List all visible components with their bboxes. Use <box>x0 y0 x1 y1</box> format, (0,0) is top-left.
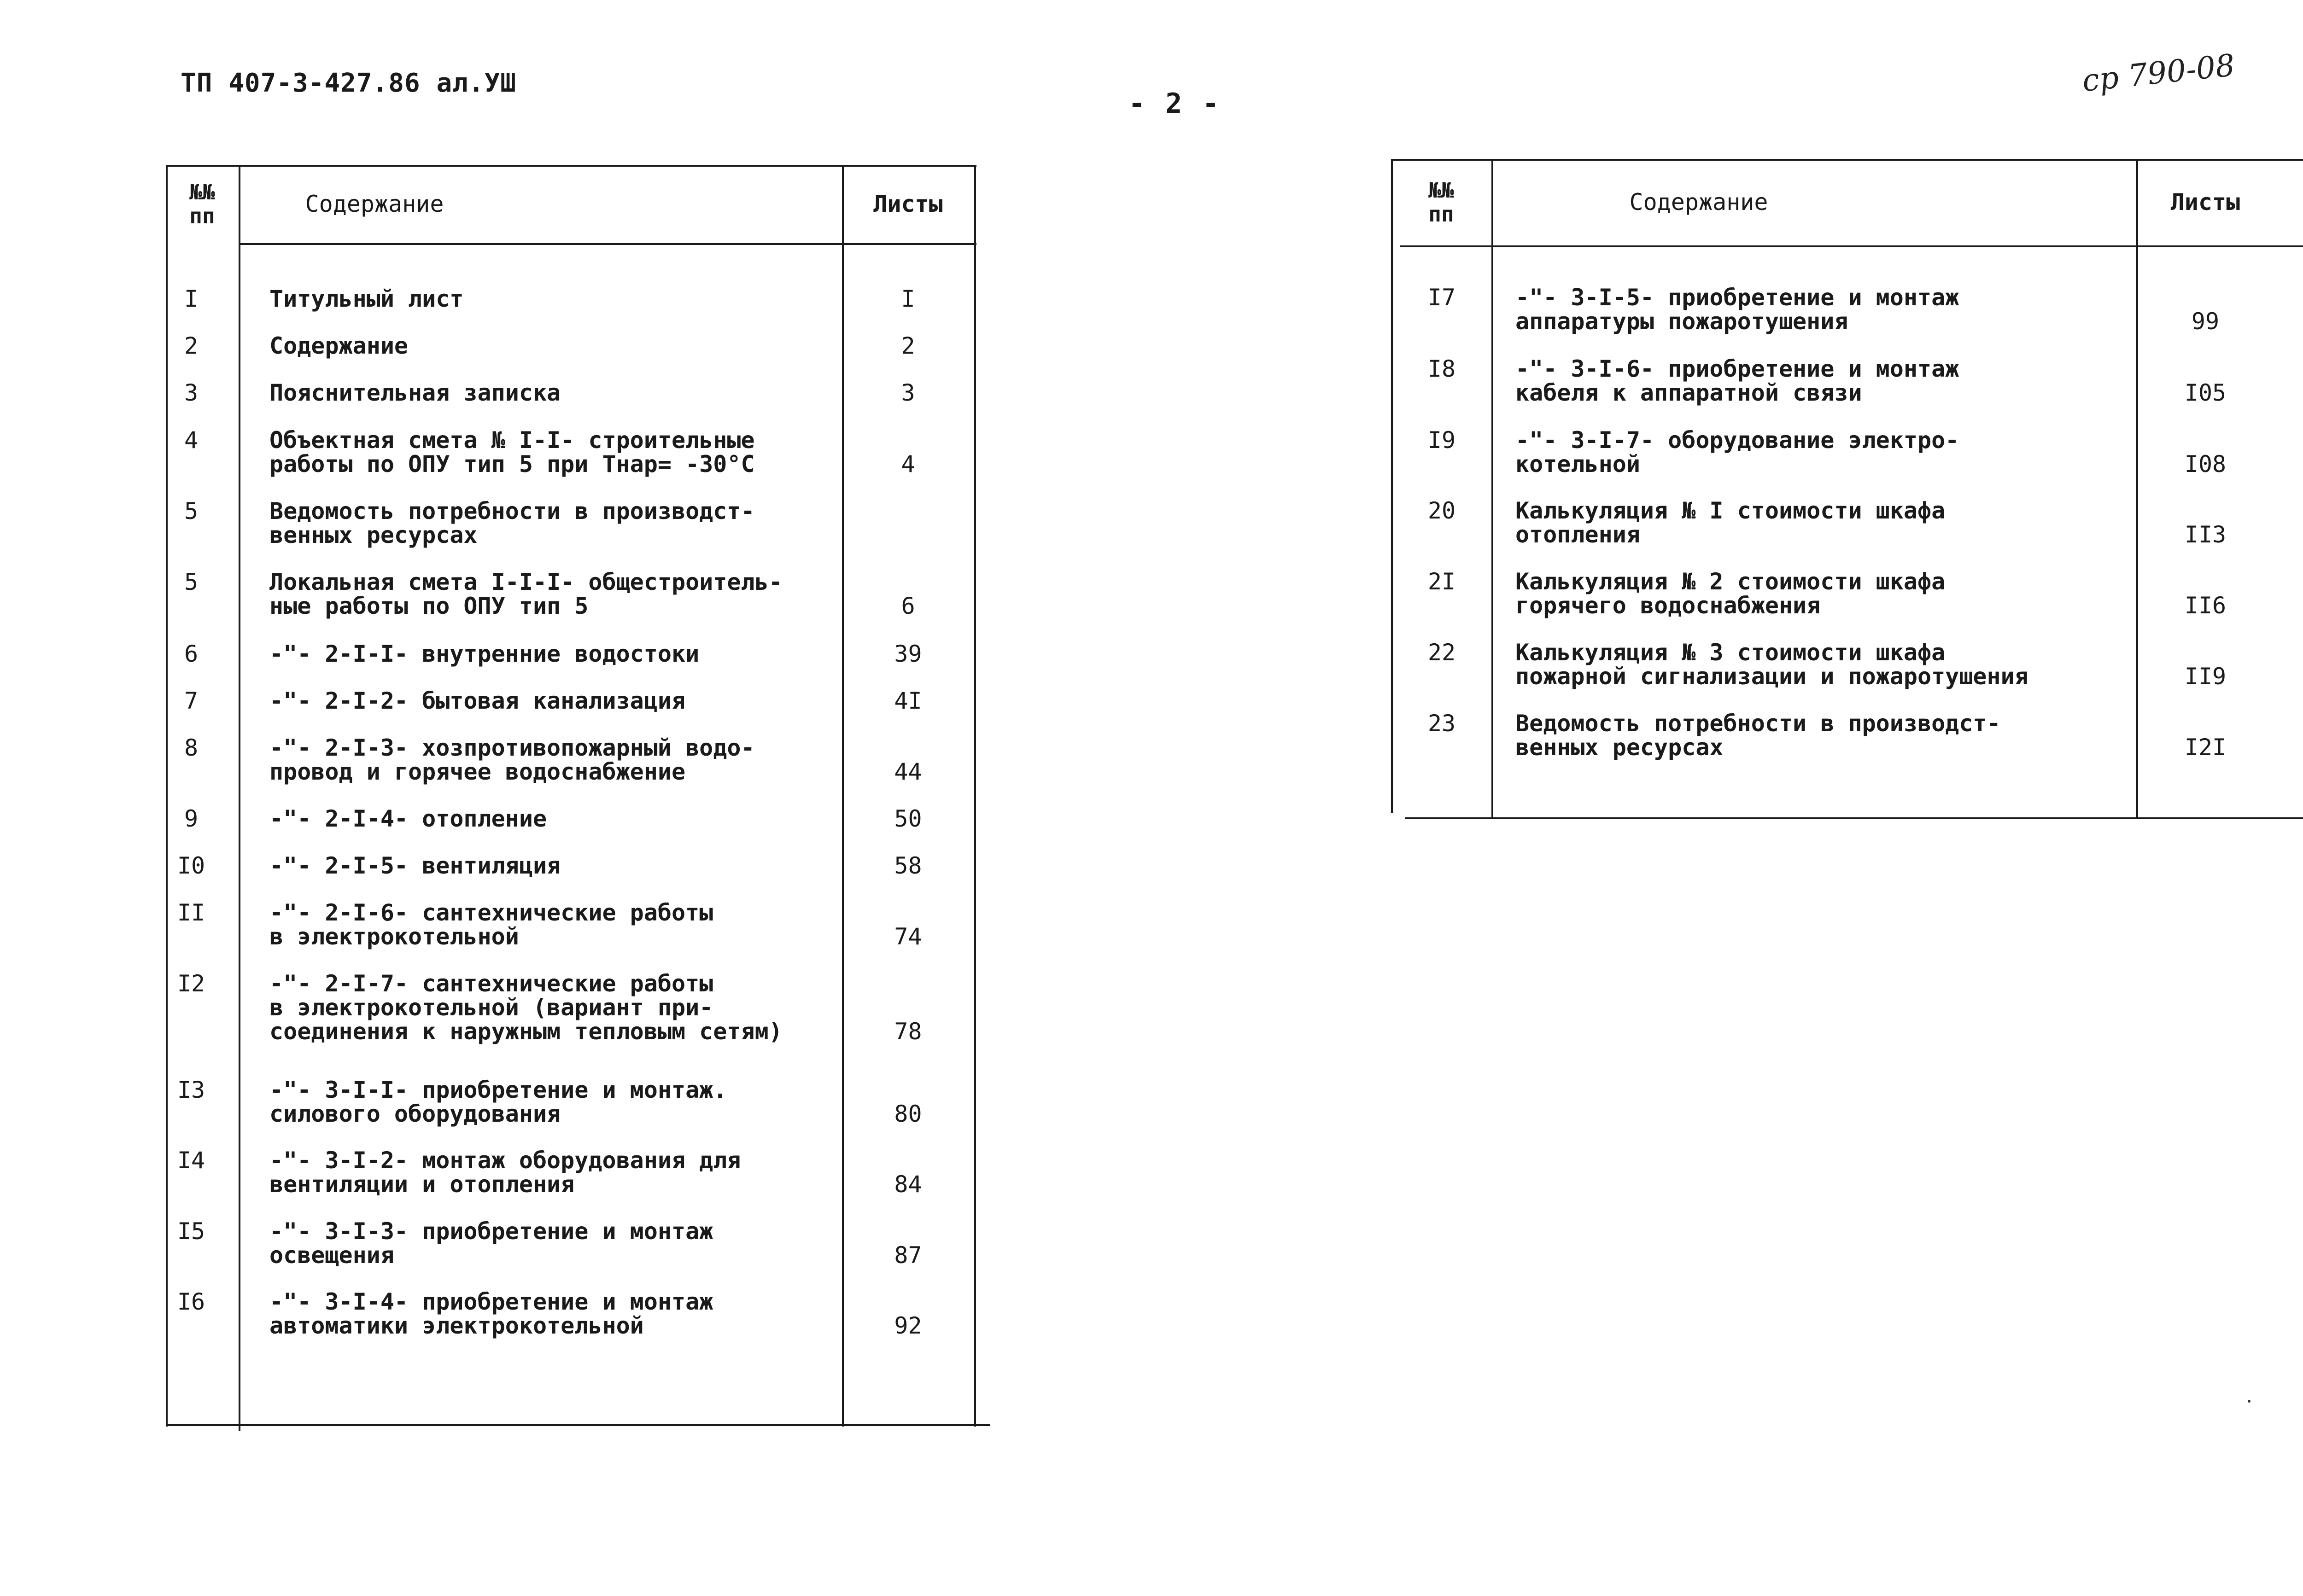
column-header-num: №№ пп <box>189 180 215 228</box>
row-number: 6 <box>184 641 199 667</box>
column-header-content: Содержание <box>1629 189 1768 216</box>
column-header-content: Содержание <box>305 191 444 217</box>
row-number: I7 <box>1427 284 1456 311</box>
row-number: I8 <box>1427 355 1456 382</box>
row-number: 23 <box>1427 710 1456 737</box>
row-sheet: 92 <box>894 1312 922 1339</box>
row-content: Ведомость потребности в производст- венных ресурсах <box>1515 710 2001 761</box>
row-number: I <box>184 285 199 312</box>
row-sheet: I05 <box>2184 379 2227 406</box>
handwritten-note: ср 790-08 <box>2080 47 2237 99</box>
row-number: I2 <box>177 970 205 997</box>
row-number: 4 <box>184 427 199 454</box>
row-sheet: 58 <box>894 852 922 879</box>
row-content: -"- 3-I-4- приобретение и монтаж автоматики электрокотельной <box>269 1288 713 1339</box>
row-content: -"- 2-I-7- сантехнические работы в электрокотельной (вариант при- соединения к наружным тепловым сетям) <box>269 970 783 1045</box>
row-content: -"- 3-I-3- приобретение и монтаж освещения <box>269 1218 713 1269</box>
row-sheet: I2I <box>2184 734 2227 761</box>
row-sheet: 80 <box>894 1101 922 1127</box>
row-content: Пояснительная записка <box>269 379 561 406</box>
row-sheet: 4 <box>901 451 915 478</box>
row-number: I3 <box>177 1077 205 1103</box>
row-content: -"- 2-I-6- сантехнические работы в электрокотельной <box>269 899 713 950</box>
page-number: - 2 - <box>1128 87 1221 120</box>
row-content: -"- 3-I-I- приобретение и монтаж. силового оборудования <box>269 1077 727 1127</box>
row-number: II <box>177 899 205 926</box>
row-sheet: II9 <box>2184 663 2227 690</box>
row-number: 5 <box>184 569 199 595</box>
row-content: -"- 2-I-5- вентиляция <box>269 852 561 879</box>
contents-table-right <box>1391 159 2303 822</box>
row-number: 5 <box>184 498 199 524</box>
row-number: 9 <box>184 805 199 832</box>
row-sheet: 4I <box>894 687 922 714</box>
row-content: -"- 3-I-6- приобретение и монтаж кабеля к аппаратной связи <box>1515 355 1959 406</box>
row-sheet: 2 <box>901 332 915 359</box>
row-content: Объектная смета № I-I- строительные работы по ОПУ тип 5 при Тнар= -30°С <box>269 427 755 478</box>
row-sheet: 78 <box>894 1018 922 1045</box>
row-content: Ведомость потребности в производст- венных ресурсах <box>269 498 755 548</box>
column-header-num: №№ пп <box>1428 178 1454 227</box>
row-content: -"- 2-I-2- бытовая канализация <box>269 687 686 714</box>
row-sheet: 74 <box>894 923 922 950</box>
row-content: Калькуляция № 3 стоимости шкафа пожарной сигнализации и пожаротушения <box>1515 639 2028 690</box>
doc-code: ТП 407-3-427.86 ал.УШ <box>181 68 517 98</box>
row-content: -"- 3-I-2- монтаж оборудования для вентиляции и отопления <box>269 1147 741 1198</box>
row-number: 2 <box>184 332 199 359</box>
row-number: 22 <box>1427 639 1456 666</box>
row-content: Калькуляция № I стоимости шкафа отопления <box>1515 497 1946 548</box>
row-content: Содержание <box>269 332 409 359</box>
row-content: -"- 3-I-7- оборудование электро- котельной <box>1515 427 1959 478</box>
row-content: Титульный лист <box>269 285 464 312</box>
row-sheet: 87 <box>894 1242 922 1269</box>
column-header-sheets: Листы <box>873 191 943 217</box>
row-sheet: II6 <box>2184 592 2227 619</box>
row-content: Локальная смета I-I-I- общестроитель- ные работы по ОПУ тип 5 <box>269 569 783 619</box>
row-sheet: 3 <box>901 379 915 406</box>
row-sheet: 44 <box>894 758 922 785</box>
row-number: I6 <box>177 1288 205 1315</box>
row-number: I5 <box>177 1218 205 1245</box>
row-number: 7 <box>184 687 199 714</box>
row-number: I4 <box>177 1147 205 1174</box>
row-sheet: 50 <box>894 805 922 832</box>
row-content: Калькуляция № 2 стоимости шкафа горячего водоснабжения <box>1515 568 1946 619</box>
row-content: -"- 2-I-4- отопление <box>269 805 547 832</box>
row-sheet: II3 <box>2184 521 2227 548</box>
row-number: 3 <box>184 379 199 406</box>
row-number: 2I <box>1427 568 1456 595</box>
row-sheet: 39 <box>894 641 922 667</box>
row-sheet: I <box>901 285 915 312</box>
row-number: 20 <box>1427 497 1456 524</box>
column-header-sheets: Листы <box>2170 189 2240 216</box>
row-content: -"- 2-I-3- хозпротивопожарный водо- провод и горячее водоснабжение <box>269 734 755 785</box>
row-sheet: 99 <box>2191 308 2220 335</box>
row-number: I9 <box>1427 427 1456 454</box>
row-sheet: 6 <box>901 593 915 619</box>
row-content: -"- 2-I-I- внутренние водостоки <box>269 641 700 667</box>
row-content: -"- 3-I-5- приобретение и монтаж аппаратуры пожаротушения <box>1515 284 1959 335</box>
row-number: 8 <box>184 734 199 761</box>
row-sheet: I08 <box>2184 451 2227 478</box>
contents-table-left <box>166 165 990 1427</box>
scan-speck <box>2248 1400 2250 1403</box>
row-sheet: 84 <box>894 1171 922 1198</box>
row-number: I0 <box>177 852 205 879</box>
